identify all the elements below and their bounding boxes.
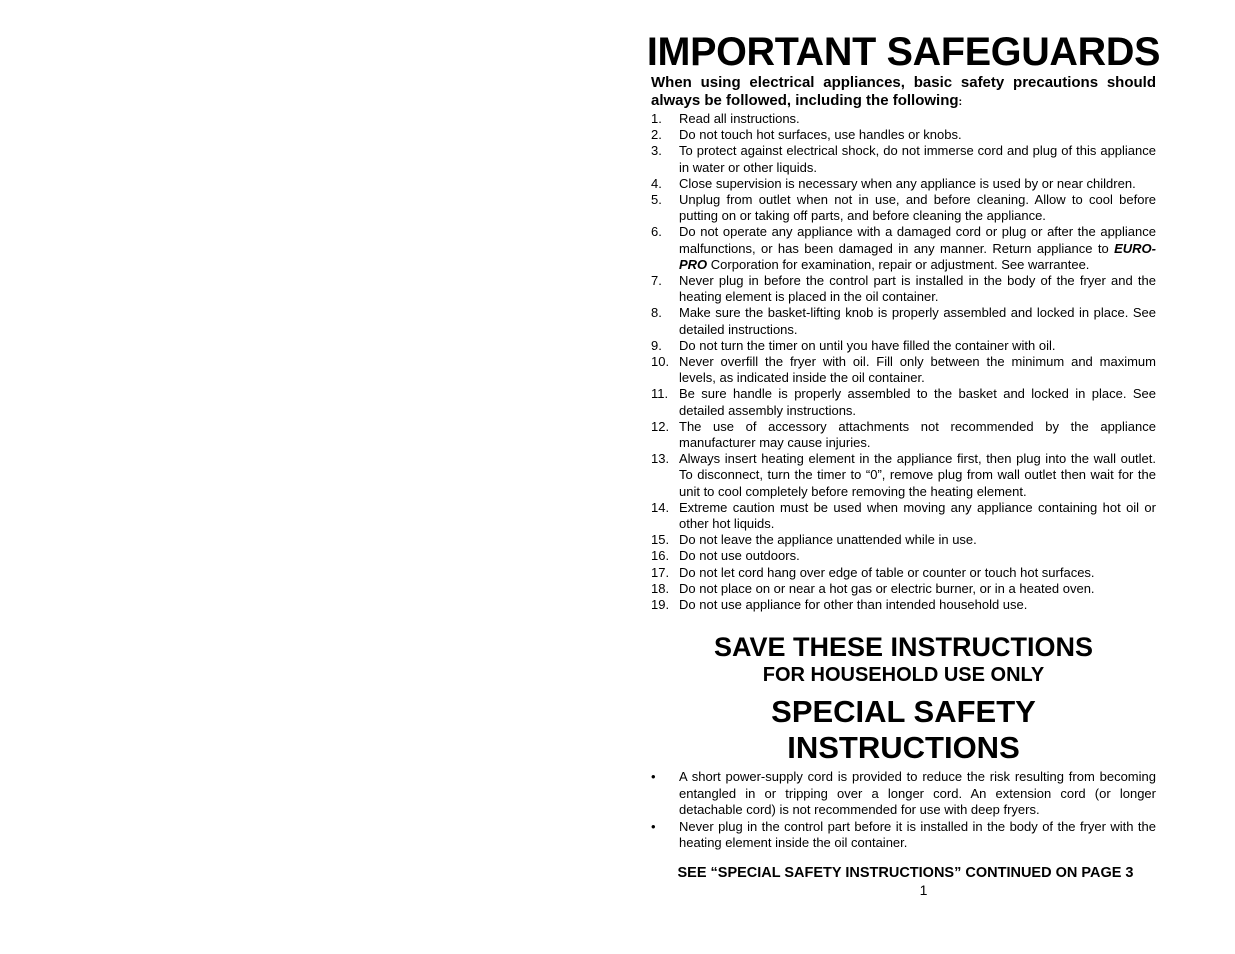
item-text: Do not touch hot surfaces, use handles or knobs. [679,127,962,143]
brand-name: EURO-PRO [679,240,1156,272]
list-item [651,338,1156,354]
item-text: Never plug in before the control part is installed in the body of the fryer and the heating element is placed in the oil container. [679,273,1156,305]
item-number: 9. [651,337,662,353]
list-item [651,273,1156,305]
item-number: 12. [651,418,670,434]
item-number: 2. [651,127,662,143]
list-item [651,143,1156,175]
item-text: Close supervision is necessary when any appliance is used by or near children. [679,175,1136,191]
item-text: Never overfill the fryer with oil. Fill only between the minimum and maximum levels, as indicated inside the oil container. [679,354,1156,386]
list-item [651,500,1156,532]
item-text: Read all instructions. [679,111,800,126]
intro-colon: : [958,96,963,108]
item-number: 1. [651,111,662,126]
item-text: Extreme caution must be used when moving any appliance containing hot oil or other hot liquids. [679,499,1156,532]
special-safety-heading [651,694,1156,766]
bullet: • [651,769,656,785]
item-text: Be sure handle is properly assembled to the basket and locked in place. See detailed assembly instructions. [679,386,1156,418]
item-text: Make sure the basket-lifting knob is properly assembled and locked in place. See detailed instructions. [679,305,1156,337]
list-item [651,224,1156,273]
item-number: 11. [651,386,669,402]
save-instructions-heading: SAVE THESE INSTRUCTIONS [713,632,1094,663]
item-number: 7. [651,273,662,289]
list-item [651,548,1156,564]
special-safety-list [651,769,1156,851]
item-number: 15. [651,532,670,548]
item-number: 8. [651,305,662,321]
list-item [651,127,1156,143]
item-text: To protect against electrical shock, do not immerse cord and plug of this appliance in water or other liquids. [679,143,1156,175]
list-item [651,769,1156,818]
list-item [651,597,1156,613]
item-number: 3. [651,143,662,159]
list-item [651,305,1156,337]
list-item [651,819,1156,851]
item-number: 16. [651,548,670,564]
item-number: 19. [651,597,670,613]
list-item [651,581,1156,597]
special-heading-line2: INSTRUCTIONS [787,730,1020,766]
list-item [651,192,1156,224]
list-item [651,111,1156,127]
item-text: Do not let cord hang over edge of table or counter or touch hot surfaces. [679,564,1095,580]
item-number: 13. [651,451,670,467]
item-number: 4. [651,175,662,191]
page-number: 1 [919,882,928,899]
household-use-heading: FOR HOUSEHOLD USE ONLY [762,664,1045,687]
item-text: Unplug from outlet when not in use, and before cleaning. Allow to cool before putting on or taking off parts, and before cleaning the appliance. [679,192,1156,224]
intro-text: When using electrical appliances, basic safety precautions should always be followed, including the following [651,74,1156,109]
safeguards-page [646,30,1161,899]
continued-note: SEE “SPECIAL SAFETY INSTRUCTIONS” CONTINUED ON PAGE 3 [677,865,1134,882]
bullet: • [651,818,656,834]
item-number: 18. [651,580,670,596]
page-title: IMPORTANT SAFEGUARDS [646,30,1161,74]
list-item [651,386,1156,418]
list-item [651,532,1156,548]
item-text: Do not use outdoors. [679,548,800,564]
item-text: Always insert heating element in the appliance first, then plug into the wall outlet. To disconnect, turn the timer to “0”, remove plug from wall outlet then wait for the unit to cool completely before removing the heating element. [679,451,1156,499]
safeguards-list [651,111,1156,613]
item-text: Never plug in the control part before it is installed in the body of the fryer with the heating element inside the oil container. [679,818,1156,851]
item-number: 6. [651,224,662,240]
item-text-before: Do not operate any appliance with a damaged cord or plug or after the appliance malfunctions, or has been damaged in any manner. Return appliance to [679,224,1156,256]
item-text: Do not turn the timer on until you have filled the container with oil. [679,337,1056,353]
item-number: 14. [651,499,670,515]
item-text: Do not leave the appliance unattended while in use. [679,532,977,548]
item-text-after: Corporation for examination, repair or adjustment. See warrantee. [707,256,1090,272]
list-item [651,176,1156,192]
item-number: 10. [651,354,670,370]
list-item [651,354,1156,386]
item-text: Do not use appliance for other than intended household use. [679,597,1028,613]
intro-paragraph [651,74,1156,111]
item-text: Do not place on or near a hot gas or electric burner, or in a heated oven. [679,580,1095,596]
item-text: A short power-supply cord is provided to reduce the risk resulting from becoming entangled in or tripping over a longer cord. An extension cord (or longer detachable cord) is not recommended for use with deep fryers. [679,769,1156,817]
special-heading-line1: SPECIAL SAFETY [771,694,1036,730]
item-text: The use of accessory attachments not recommended by the appliance manufacturer may cause injuries. [679,418,1156,451]
list-item [651,451,1156,500]
list-item [651,565,1156,581]
list-item [651,419,1156,451]
item-number: 5. [651,192,662,208]
item-number: 17. [651,564,670,580]
